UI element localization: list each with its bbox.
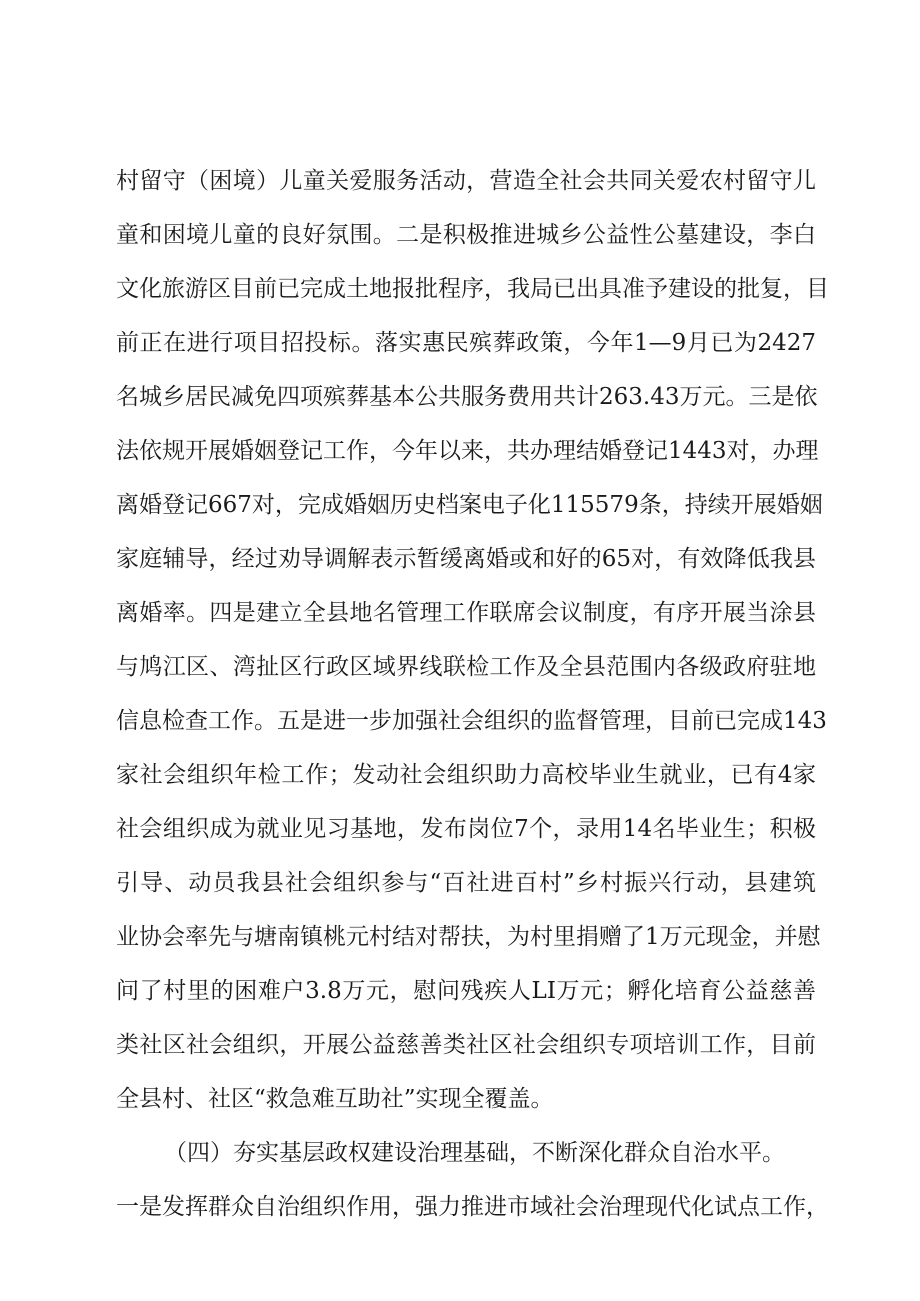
- paragraph-line: 家社会组织年检工作；发动社会组织助力高校毕业生就业，已有4家: [116, 762, 816, 788]
- paragraph-line: 问了村里的困难户3.8万元，慰问残疾人LI万元；孵化培育公益慈善: [116, 978, 816, 1004]
- paragraph-line: 社会组织成为就业见习基地，发布岗位7个，录用14名毕业生；积极: [116, 816, 816, 842]
- section-heading: （四）夯实基层政权建设治理基础，不断深化群众自治水平。: [164, 1140, 785, 1166]
- paragraph-line: 类社区社会组织，开展公益慈善类社区社会组织专项培训工作，目前: [116, 1032, 816, 1058]
- paragraph-line: 村留守（困境）儿童关爱服务活动，营造全社会共同关爱农村留守儿: [116, 168, 816, 194]
- paragraph-line: 全县村、社区“救急难互助社”实现全覆盖。: [116, 1086, 554, 1112]
- paragraph-line: 童和困境儿童的良好氛围。二是积极推进城乡公益性公墓建设，李白: [116, 222, 816, 248]
- paragraph-line: 法依规开展婚姻登记工作，今年以来，共办理结婚登记1443对，办理: [116, 438, 819, 464]
- paragraph-line: 离婚登记667对，完成婚姻历史档案电子化115579条，持续开展婚姻: [116, 492, 823, 518]
- paragraph-line: 名城乡居民减免四项殡葬基本公共服务费用共计263.43万元。三是依: [116, 384, 818, 410]
- paragraph-line: 信息检查工作。五是进一步加强社会组织的监督管理，目前已完成143: [116, 708, 827, 734]
- paragraph-line: 前正在进行项目招投标。落实惠民殡葬政策，今年1—9月已为2427: [116, 330, 816, 356]
- paragraph-line: 离婚率。四是建立全县地名管理工作联席会议制度，有序开展当涂县: [116, 600, 816, 626]
- paragraph-line: 与鸠江区、湾扯区行政区域界线联检工作及全县范围内各级政府驻地: [116, 654, 816, 680]
- paragraph-line: 家庭辅导，经过劝导调解表示暂缓离婚或和好的65对，有效降低我县: [116, 546, 816, 572]
- paragraph-line: 业协会率先与塘南镇桃元村结对帮扶，为村里捐赠了1万元现金，并慰: [116, 924, 821, 950]
- paragraph-line: 一是发挥群众自治组织作用，强力推进市域社会治理现代化试点工作，: [116, 1194, 829, 1220]
- paragraph-line: 引导、动员我县社会组织参与“百社进百村”乡村振兴行动，县建筑: [116, 870, 816, 896]
- paragraph-line: 文化旅游区目前已完成土地报批程序，我局已出具准予建设的批复，目: [116, 276, 829, 302]
